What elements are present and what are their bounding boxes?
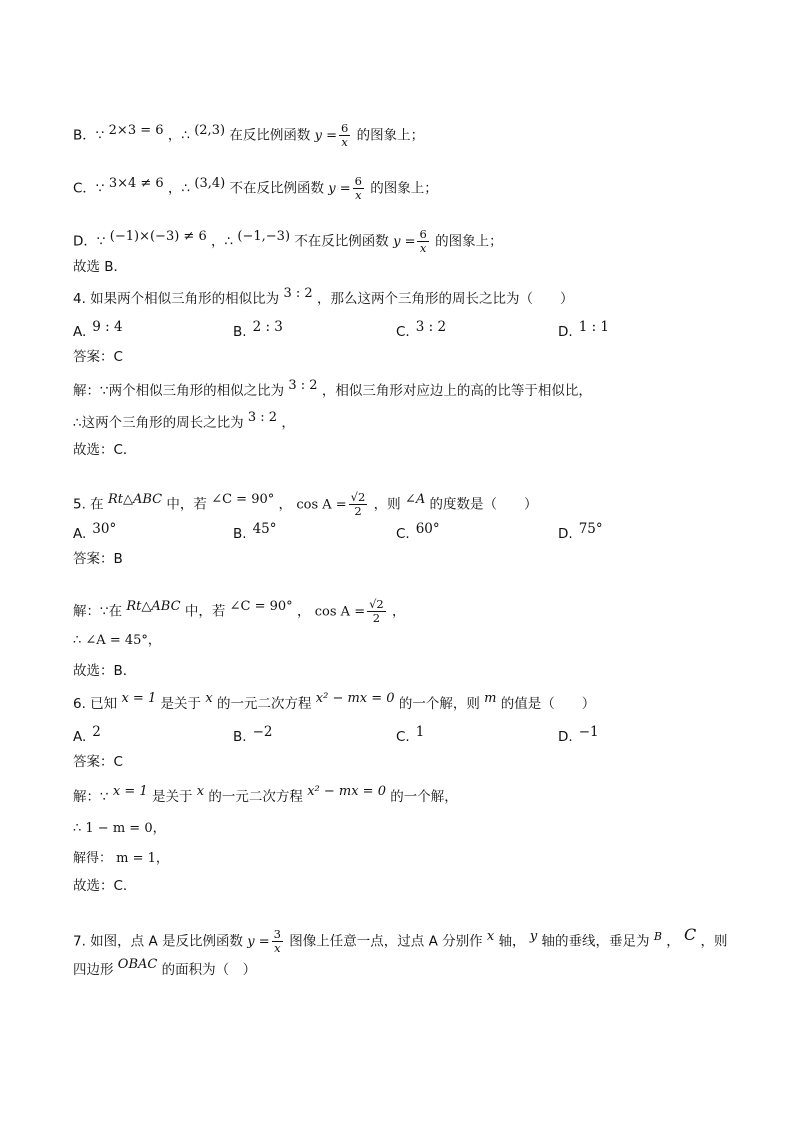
solution-math: 解得： m = 1， bbox=[73, 851, 169, 866]
option-value: 3 : 2 bbox=[415, 319, 447, 335]
punctuation: ， bbox=[392, 603, 406, 620]
math-expression: (−1)×(−3) ≠ 6 bbox=[109, 228, 207, 244]
punctuation: ， bbox=[666, 933, 680, 950]
text: 不在反比例函数 bbox=[294, 233, 389, 250]
option-label: A. bbox=[73, 324, 87, 340]
separator: ，∴ bbox=[167, 180, 191, 197]
quadratic-equation: x² − mx = 0 bbox=[315, 691, 395, 706]
numerator: 6 bbox=[341, 121, 349, 135]
numerator: √2 bbox=[369, 597, 384, 611]
q4-option-b[interactable] bbox=[233, 319, 283, 342]
option-label: B. bbox=[233, 324, 247, 340]
question-5 bbox=[73, 491, 538, 518]
numerator: 3 bbox=[273, 927, 281, 941]
ratio: 3 : 2 bbox=[288, 378, 318, 393]
question-text: 轴， bbox=[498, 933, 526, 950]
question-text: 中，若 bbox=[166, 496, 207, 513]
question-text: ，则 bbox=[373, 496, 401, 513]
text: 的图象上； bbox=[370, 180, 438, 197]
math-expression: 3×4 ≠ 6 bbox=[108, 175, 164, 191]
q6-option-b[interactable] bbox=[233, 724, 273, 747]
function-lhs: y = bbox=[393, 234, 416, 250]
q5-conclusion: 故选：B． bbox=[73, 663, 137, 679]
function-lhs: y = bbox=[247, 934, 270, 950]
triangle-name: Rt△ABC bbox=[126, 598, 181, 614]
q6-solution-1 bbox=[73, 784, 458, 808]
angle-a: ∠A bbox=[404, 491, 426, 507]
option-value: 1 bbox=[415, 724, 425, 740]
option-label: A. bbox=[73, 729, 87, 745]
denominator: x bbox=[274, 941, 281, 955]
q4-conclusion: 故选：C． bbox=[73, 442, 137, 458]
solution-text: 的一元二次方程 bbox=[208, 789, 303, 805]
angle-expression: ∠C = 90° bbox=[229, 598, 293, 614]
question-6 bbox=[73, 691, 596, 715]
question-text: 是关于 bbox=[160, 696, 202, 712]
solution-line-d bbox=[73, 228, 503, 255]
question-text: 4. 如果两个相似三角形的相似比为 bbox=[73, 291, 280, 307]
q6-conclusion: 故选：C． bbox=[73, 878, 137, 894]
option-value: 60° bbox=[415, 521, 440, 537]
option-label: A. bbox=[73, 526, 87, 542]
q6-option-c[interactable] bbox=[396, 724, 425, 747]
solution-math: ∴ ∠A = 45°， bbox=[73, 633, 161, 648]
solution-text: 解：∵两个相似三角形的相似之比为 bbox=[73, 383, 285, 399]
function-lhs: y = bbox=[328, 181, 351, 197]
question-text: 图像上任意一点，过点 A 分别作 bbox=[289, 933, 483, 950]
denominator: x bbox=[419, 241, 427, 255]
question-text: 轴的垂线，垂足为 bbox=[541, 933, 650, 950]
option-label: B. bbox=[233, 729, 247, 745]
numerator: 6 bbox=[419, 227, 427, 241]
question-text: 7. 如图，点 A 是反比例函数 bbox=[73, 933, 243, 950]
q5-option-c[interactable] bbox=[396, 521, 440, 544]
text: 在反比例函数 bbox=[229, 127, 311, 144]
cos-expression: cos A = bbox=[314, 604, 366, 620]
ratio: 3 : 2 bbox=[283, 286, 313, 301]
option-label: D. bbox=[558, 324, 573, 340]
foot-c: C bbox=[684, 924, 697, 944]
q4-solution-1 bbox=[73, 378, 592, 402]
equation: x = 1 bbox=[112, 784, 148, 799]
foot-b: B bbox=[653, 929, 662, 943]
fraction bbox=[339, 122, 350, 149]
option-label: B．∵ bbox=[73, 127, 105, 144]
numerator: √2 bbox=[350, 490, 366, 504]
quadrilateral-name: OBAC bbox=[117, 957, 158, 972]
question-text: 的面积为（ ） bbox=[161, 962, 257, 978]
angle-expression: ∠C = 90° bbox=[211, 491, 275, 507]
solution-line-b bbox=[73, 122, 424, 149]
ratio: 3 : 2 bbox=[247, 410, 278, 425]
option-value: 45° bbox=[252, 521, 277, 537]
q6-solution-3 bbox=[73, 848, 169, 869]
option-label: D. bbox=[558, 526, 573, 542]
denominator: 2 bbox=[372, 611, 381, 625]
option-value: 30° bbox=[92, 521, 117, 537]
option-label: C. bbox=[396, 526, 410, 542]
question-text: 四边形 bbox=[73, 962, 114, 978]
option-value: −1 bbox=[578, 724, 599, 740]
option-label: C. bbox=[396, 324, 410, 340]
text: 的图象上； bbox=[435, 233, 503, 250]
q5-answer: 答案：B bbox=[73, 551, 123, 567]
option-value: 2 bbox=[92, 724, 101, 740]
question-4 bbox=[73, 286, 574, 310]
question-text: 5. 在 bbox=[73, 496, 104, 513]
option-value: 75° bbox=[578, 521, 603, 537]
solution-text: ，相似三角形对应边上的高的比等于相似比， bbox=[321, 383, 592, 399]
punctuation: ， bbox=[278, 496, 293, 513]
question-7-line-2 bbox=[73, 957, 257, 981]
function-lhs: y = bbox=[314, 128, 338, 144]
q6-answer: 答案：C bbox=[73, 754, 123, 770]
fraction bbox=[353, 175, 364, 202]
axis-x: x bbox=[486, 928, 495, 944]
question-text: 的值是（ ） bbox=[500, 696, 596, 712]
quadratic-equation: x² − mx = 0 bbox=[307, 784, 386, 799]
question-text: 的一个解，则 bbox=[398, 696, 480, 712]
solution-math: ∴ 1 − m = 0， bbox=[73, 821, 166, 836]
punctuation: ， bbox=[296, 603, 311, 620]
solution-line-c bbox=[73, 175, 438, 202]
q6-solution-2 bbox=[73, 818, 166, 839]
option-label: D．∵ bbox=[73, 233, 106, 250]
option-value: 9 : 4 bbox=[92, 319, 123, 335]
denominator: 2 bbox=[354, 504, 362, 518]
question-text: 6. 已知 bbox=[73, 696, 118, 712]
option-value: 2 : 3 bbox=[252, 319, 283, 335]
solution-text: 的一个解， bbox=[390, 789, 458, 805]
option-label: C．∵ bbox=[73, 180, 105, 197]
option-label: D. bbox=[558, 729, 573, 745]
question-text: ，那么这两个三角形的周长之比为（ ） bbox=[316, 291, 574, 307]
q4-solution-2 bbox=[73, 410, 295, 434]
fraction bbox=[417, 228, 428, 255]
cos-expression: cos A = bbox=[296, 497, 347, 513]
q4-option-a[interactable] bbox=[73, 319, 123, 342]
solution-text: ∴这两个三角形的周长之比为 bbox=[73, 415, 244, 431]
q5-solution-2 bbox=[73, 630, 161, 651]
question-text: 的度数是（ ） bbox=[429, 496, 538, 513]
solution-text: 解：∵ bbox=[73, 789, 109, 805]
question-7-line-1 bbox=[73, 924, 728, 955]
point: (−1,−3) bbox=[237, 228, 291, 244]
fraction bbox=[272, 928, 283, 955]
option-value: −2 bbox=[252, 724, 273, 740]
q4-option-c[interactable] bbox=[396, 319, 447, 342]
equation: x = 1 bbox=[121, 691, 157, 706]
solution-text: 是关于 bbox=[151, 789, 193, 805]
variable: m bbox=[484, 691, 497, 706]
q6-option-a[interactable] bbox=[73, 724, 101, 747]
variable: x bbox=[205, 691, 213, 706]
variable: x bbox=[196, 784, 205, 799]
axis-y: y bbox=[529, 928, 538, 944]
option-label: C. bbox=[396, 729, 410, 745]
question-text: ，则 bbox=[700, 933, 728, 950]
point: (2,3) bbox=[194, 122, 226, 138]
text: 的图象上； bbox=[356, 127, 425, 144]
triangle-name: Rt△ABC bbox=[107, 491, 163, 507]
solution-text: 中，若 bbox=[184, 603, 226, 620]
math-expression: 2×3 = 6 bbox=[108, 122, 164, 138]
question-text: 的一元二次方程 bbox=[216, 696, 312, 712]
denominator: x bbox=[355, 188, 362, 202]
q5-option-b[interactable] bbox=[233, 521, 277, 544]
q5-option-d[interactable] bbox=[558, 521, 603, 544]
q4-option-d[interactable] bbox=[558, 319, 609, 342]
option-value: 1 : 1 bbox=[578, 319, 609, 335]
q5-option-a[interactable] bbox=[73, 521, 117, 544]
conclusion-line: 故选 B． bbox=[73, 259, 128, 275]
q5-solution-1 bbox=[73, 598, 406, 625]
text: 不在反比例函数 bbox=[229, 180, 324, 197]
q4-answer: 答案：C bbox=[73, 349, 123, 365]
fraction bbox=[367, 598, 386, 625]
point: (3,4) bbox=[194, 175, 226, 191]
separator: ，∴ bbox=[211, 233, 234, 250]
solution-text: 解：∵在 bbox=[73, 603, 123, 620]
option-label: B. bbox=[233, 526, 247, 542]
q6-option-d[interactable] bbox=[558, 724, 599, 747]
denominator: x bbox=[341, 135, 348, 149]
numerator: 6 bbox=[354, 174, 362, 188]
solution-text: ， bbox=[281, 415, 295, 431]
fraction bbox=[349, 491, 368, 518]
separator: ，∴ bbox=[167, 127, 190, 144]
